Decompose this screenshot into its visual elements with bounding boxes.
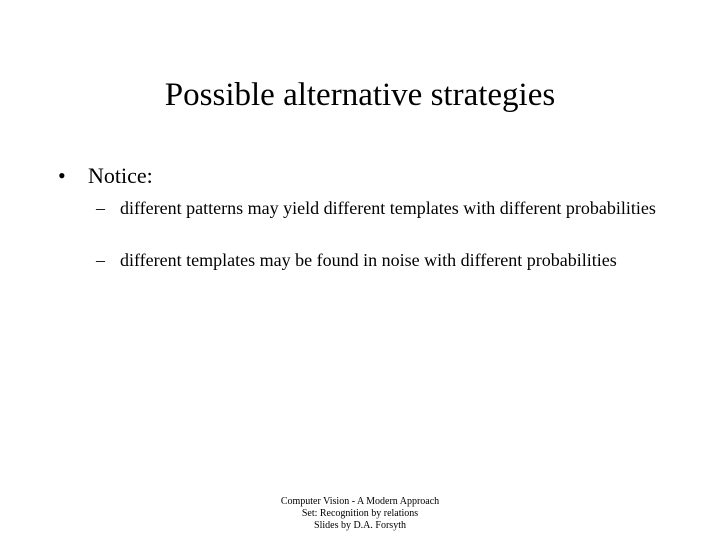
- bullet-marker: •: [58, 163, 66, 188]
- bullet-text: Notice:: [88, 163, 153, 188]
- sub-item-2: [96, 248, 656, 272]
- footer-line-1: Computer Vision - A Modern Approach: [280, 496, 440, 507]
- sub-item-1: [96, 196, 656, 220]
- sub-item-marker: –: [96, 198, 105, 218]
- sub-item-text: different templates may be found in noise with different probabilities: [120, 250, 617, 270]
- sub-item-marker: –: [96, 250, 105, 270]
- slide-title: Possible alternative strategies: [164, 77, 556, 113]
- slide-footer: [0, 496, 720, 532]
- footer-line-2: Set: Recognition by relations: [301, 508, 419, 519]
- footer-line-3: Slides by D.A. Forsyth: [314, 520, 406, 531]
- sub-item-text: different patterns may yield different templates with different probabilities: [120, 198, 656, 218]
- bullet-item: [58, 162, 153, 190]
